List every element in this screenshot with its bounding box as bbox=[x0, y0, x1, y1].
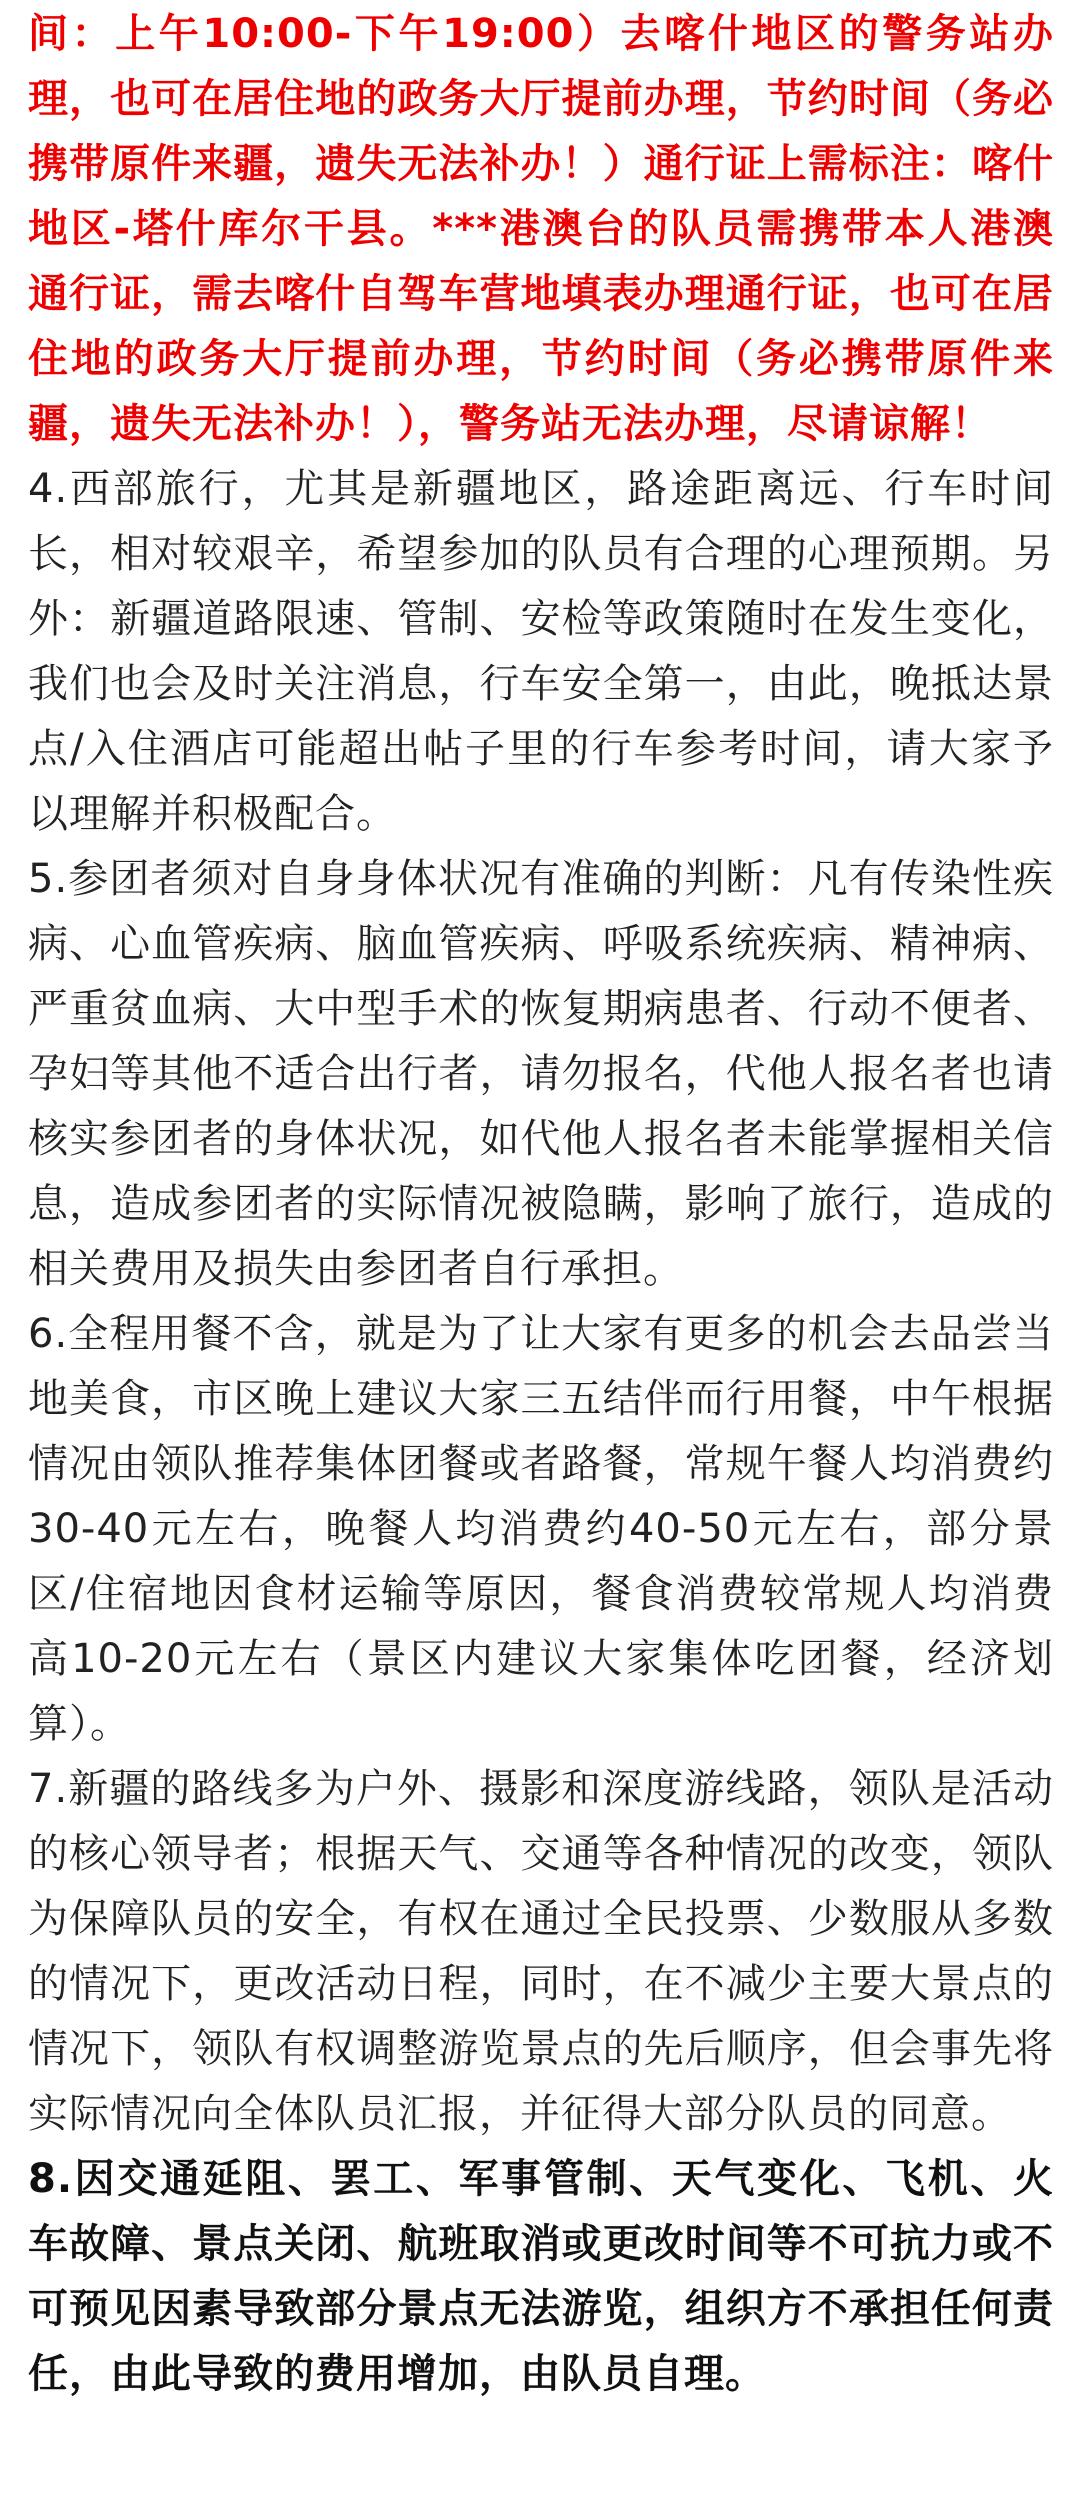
paragraph-item-7-itinerary-changes: 7.新疆的路线多为户外、摄影和深度游线路，领队是活动的核心领导者；根据天气、交通等各种情况的改变，领队为保障队员的安全，有权在通过全民投票、少数服从多数的情况下，更改活动日程，同时，在不减少主要大景点的情况下，领队有权调整游览景点的先后顺序，但会事先将实际情况向全体队员汇报，并征得大部分队员的同意。 bbox=[28, 1766, 1054, 2137]
paragraph-item-8-force-majeure: 8.因交通延阻、罢工、军事管制、天气变化、飞机、火车故障、景点关闭、航班取消或更改时间等不可抗力或不可预见因素导致部分景点无法游览，组织方不承担任何责任，由此导致的费用增加，由队员自理。 bbox=[28, 2156, 1054, 2397]
paragraph-permit-notice-continued: 间：上午10:00-下午19:00）去喀什地区的警务站办理，也可在居住地的政务大厅提前办理，节约时间（务必携带原件来疆，遗失无法补办！）通行证上需标注：喀什地区-塔什库尔干县。***港澳台的队员需携带本人港澳通行证，需去喀什自驾车营地填表办理通行证，也可在居住地的政务大厅提前办理，节约时间（务必携带原件来疆，遗失无法补办！），警务站无法办理，尽请谅解！ bbox=[28, 11, 1054, 447]
paragraph-item-5-health-requirements: 5.参团者须对自身身体状况有准确的判断：凡有传染性疾病、心血管疾病、脑血管疾病、呼吸系统疾病、精神病、严重贫血病、大中型手术的恢复期病患者、行动不便者、孕妇等其他不适合出行者，请勿报名，代他人报名者也请核实参团者的身体状况，如代他人报名者未能掌握相关信息，造成参团者的实际情况被隐瞒，影响了旅行，造成的相关费用及损失由参团者自行承担。 bbox=[28, 856, 1054, 1292]
paragraph-item-6-meals: 6.全程用餐不含，就是为了让大家有更多的机会去品尝当地美食，市区晚上建议大家三五结伴而行用餐，中午根据情况由领队推荐集体团餐或者路餐，常规午餐人均消费约30-40元左右，晚餐人均消费约40-50元左右，部分景区/住宿地因食材运输等原因，餐食消费较常规人均消费高10-20元左右（景区内建议大家集体吃团餐，经济划算）。 bbox=[28, 1311, 1054, 1747]
paragraph-item-4-travel-expectations: 4.西部旅行，尤其是新疆地区，路途距离远、行车时间长，相对较艰辛，希望参加的队员有合理的心理预期。另外：新疆道路限速、管制、安检等政策随时在发生变化，我们也会及时关注消息，行车安全第一，由此，晚抵达景点/入住酒店可能超出帖子里的行车参考时间，请大家予以理解并积极配合。 bbox=[28, 466, 1054, 837]
